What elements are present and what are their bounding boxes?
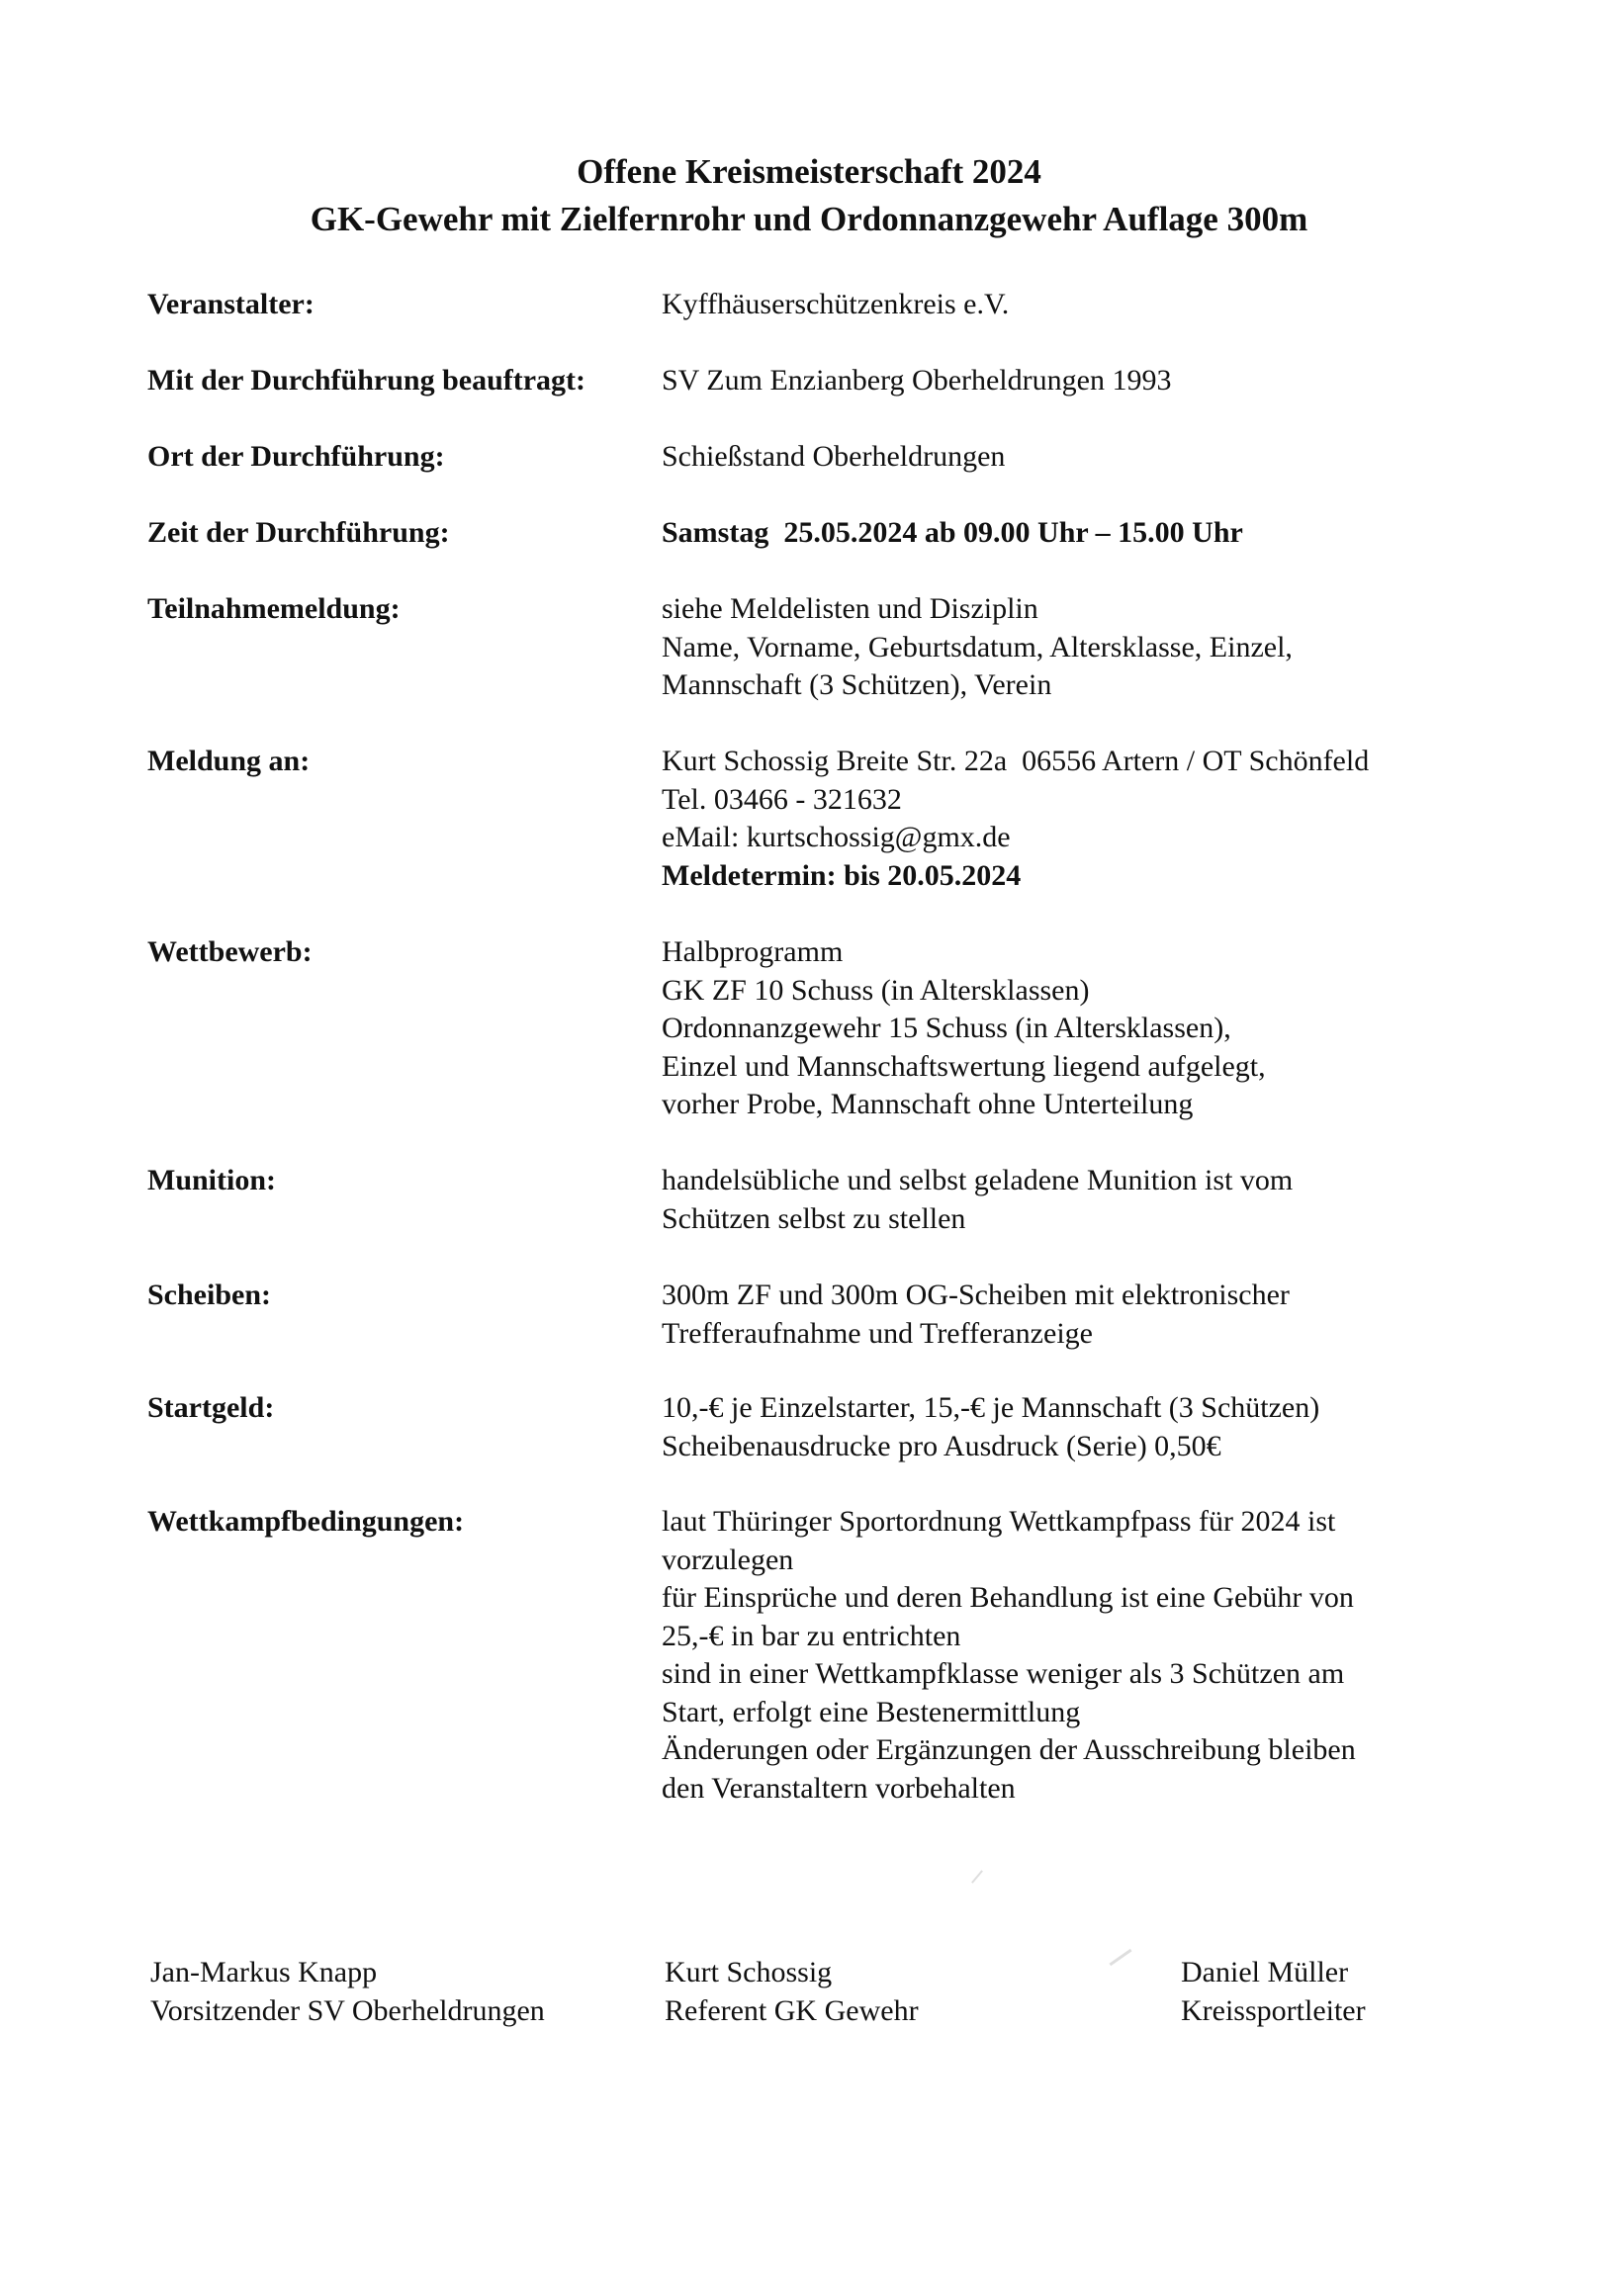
title-line-2: GK-Gewehr mit Zielfernrohr und Ordonnanzgewehr Auflage 300m (310, 200, 1308, 238)
value-line: Ordonnanzgewehr 15 Schuss (in Altersklassen), (662, 1012, 1231, 1044)
value-line: für Einsprüche und deren Behandlung ist eine Gebühr von (662, 1581, 1354, 1614)
field-label: Wettkampfbedingungen: (147, 1505, 465, 1538)
field-value (662, 1503, 1552, 1808)
field-value (662, 933, 1552, 1124)
field-value (662, 590, 1552, 705)
value-line: 10,-€ je Einzelstarter, 15,-€ je Mannschaft (3 Schützen) (662, 1391, 1320, 1424)
field-label: Munition: (147, 1164, 277, 1196)
field-label: Zeit der Durchführung: (147, 516, 450, 549)
field-label: Wettbewerb: (147, 935, 313, 968)
value-line: Scheibenausdrucke pro Ausdruck (Serie) 0,50€ (662, 1429, 1221, 1462)
field-value (662, 1162, 1552, 1238)
value-line: Schießstand Oberheldrungen (662, 440, 1006, 473)
signatory-role: Kreissportleiter (1181, 1993, 1366, 2027)
signatory-role: Vorsitzender SV Oberheldrungen (150, 1993, 545, 2027)
scan-artifact (1109, 1949, 1131, 1966)
value-line: Start, erfolgt eine Bestenermittlung (662, 1695, 1081, 1728)
signature-block-mueller (1181, 1954, 1366, 2030)
value-line: Kurt Schossig Breite Str. 22a 06556 Artern / OT Schönfeld (662, 745, 1370, 777)
field-value (662, 438, 1552, 477)
signatory-name: Jan-Markus Knapp (150, 1956, 378, 1988)
signature-block-schossig (665, 1954, 919, 2030)
field-value (662, 1389, 1552, 1465)
value-line: SV Zum Enzianberg Oberheldrungen 1993 (662, 364, 1172, 397)
value-line: sind in einer Wettkampfklasse weniger als 3 Schützen am (662, 1657, 1345, 1690)
signatory-role: Referent GK Gewehr (665, 1993, 919, 2027)
value-line: 25,-€ in bar zu entrichten (662, 1619, 961, 1652)
field-value (662, 514, 1552, 553)
field-label: Teilnahmemeldung: (147, 592, 401, 625)
value-line: den Veranstaltern vorbehalten (662, 1771, 1016, 1805)
value-line: 300m ZF und 300m OG-Scheiben mit elektronischer (662, 1279, 1290, 1311)
value-line: vorzulegen (662, 1543, 794, 1576)
value-line: Halbprogramm (662, 935, 844, 968)
value-line: vorher Probe, Mannschaft ohne Unterteilung (662, 1088, 1194, 1120)
value-line: Tel. 03466 - 321632 (662, 782, 902, 816)
value-line: Mannschaft (3 Schützen), Verein (662, 668, 1052, 701)
field-label: Veranstalter: (147, 288, 315, 320)
value-line: Einzel und Mannschaftswertung liegend aufgelegt, (662, 1049, 1266, 1083)
field-label: Ort der Durchführung: (147, 440, 445, 473)
field-label: Meldung an: (147, 745, 311, 777)
document-title (0, 148, 1618, 243)
value-line: handelsübliche und selbst geladene Munition ist vom (662, 1164, 1294, 1196)
deadline-text: Meldetermin: bis 20.05.2024 (662, 858, 1022, 892)
value-line: Änderungen oder Ergänzungen der Ausschreibung bleiben (662, 1733, 1356, 1766)
field-label: Scheiben: (147, 1279, 272, 1311)
email-text: eMail: kurtschossig@gmx.de (662, 821, 1011, 853)
field-value (662, 743, 1552, 895)
value-line: laut Thüringer Sportordnung Wettkampfpass für 2024 ist (662, 1505, 1336, 1538)
signatory-name: Kurt Schossig (665, 1956, 833, 1988)
field-label: Mit der Durchführung beauftragt: (147, 364, 586, 397)
signatory-name: Daniel Müller (1181, 1956, 1349, 1988)
field-value (662, 286, 1552, 324)
value-line: siehe Meldelisten und Disziplin (662, 592, 1038, 625)
signature-block-knapp (150, 1954, 545, 2030)
value-line: Schützen selbst zu stellen (662, 1201, 966, 1235)
title-line-1: Offene Kreismeisterschaft 2024 (577, 152, 1041, 191)
value-line: Kyffhäuserschützenkreis e.V. (662, 288, 1010, 320)
field-label: Startgeld: (147, 1391, 275, 1424)
field-value (662, 362, 1552, 400)
value-line: Trefferaufnahme und Trefferanzeige (662, 1316, 1093, 1350)
value-line: Name, Vorname, Geburtsdatum, Altersklasse, Einzel, (662, 630, 1293, 663)
scan-artifact (971, 1870, 983, 1884)
value-line: Samstag 25.05.2024 ab 09.00 Uhr – 15.00 Uhr (662, 516, 1243, 549)
value-line: GK ZF 10 Schuss (in Altersklassen) (662, 973, 1090, 1007)
field-value (662, 1277, 1552, 1353)
